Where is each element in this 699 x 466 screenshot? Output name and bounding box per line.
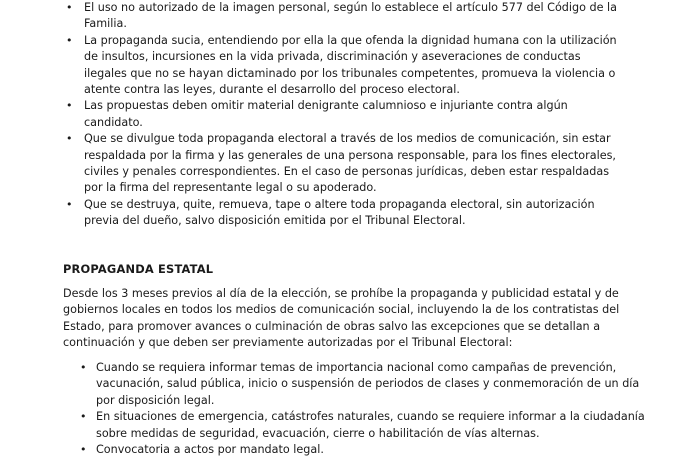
list-item <box>80 442 695 458</box>
exceptions-list <box>80 360 695 458</box>
list-item <box>80 360 695 409</box>
list-item-text: previa del dueño, salvo disposición emitida por el Tribunal Electoral. <box>84 214 466 228</box>
list-item-text: Cuando se requiera informar temas de importancia nacional como campañas de prevención, <box>96 361 617 374</box>
bullet-icon: • <box>80 443 87 457</box>
list-item-text: respaldada por la firma y las generales de una persona responsable, para los fines electorales, <box>84 148 616 162</box>
list-item-text: vacunación, salud pública, inicio o suspensión de periodos de clases y conmemoración de un día <box>96 377 640 391</box>
paragraph-line: gobiernos locales en todos los medios de comunicación social, incluyendo la de los contratistas del <box>63 303 620 317</box>
list-item <box>66 33 696 99</box>
list-item-text: candidato. <box>84 115 143 129</box>
list-item-text: El uso no autorizado de la imagen personal, según lo establece el artículo 577 del Código de la <box>84 1 618 14</box>
bullet-icon: • <box>80 361 87 374</box>
list-item-text: sobre medidas de seguridad, evacuación, cierre o habilitación de vías alternas. <box>96 426 540 440</box>
list-item-text: de insultos, incursiones en la vida privada, discriminación y aseveraciones de conductas <box>84 50 581 64</box>
list-item-text: Las propuestas deben omitir material denigrante calumnioso e injuriante contra algún <box>84 99 568 113</box>
list-item-text: Que se destruya, quite, remueva, tape o altere toda propaganda electoral, sin autorización <box>84 197 595 211</box>
list-item <box>66 131 696 197</box>
list-item <box>66 197 696 230</box>
list-item-text: La propaganda sucia, entendiendo por ella la que ofenda la dignidad humana con la utilización <box>84 33 617 47</box>
list-item-text: ilegales que no se hayan dictaminado por los tribunales competentes, promueva la violencia o <box>84 66 616 80</box>
bullet-icon: • <box>66 99 73 113</box>
list-item <box>80 409 695 442</box>
list-item-text: Convocatoria a actos por mandato legal. <box>96 443 324 457</box>
paragraph-line: continuación y que deben ser previamente autorizadas por el Tribunal Electoral: <box>63 336 513 350</box>
list-item-text: por disposición legal. <box>96 393 215 407</box>
list-item-text: atente contra las leyes, durante el desarrollo del proceso electoral. <box>84 83 460 97</box>
list-item <box>66 98 696 131</box>
list-item-text: por la firma del representante legal o su apoderado. <box>84 181 377 195</box>
list-item-text: En situaciones de emergencia, catástrofes naturales, cuando se requiere informar a la ciudadanía <box>96 410 645 424</box>
bullet-icon: • <box>66 197 73 211</box>
list-item-text: civiles y penales correspondientes. En el caso de personas jurídicas, deben estar respaldadas <box>84 165 610 179</box>
bullet-icon: • <box>66 33 73 47</box>
section-heading: PROPAGANDA ESTATAL <box>63 262 214 276</box>
list-item-text: Que se divulgue toda propaganda electoral a través de los medios de comunicación, sin estar <box>84 132 611 146</box>
list-item <box>66 0 696 33</box>
list-item-text: Familia. <box>84 17 127 31</box>
paragraph-line: Estado, para promover avances o culminación de obras salvo las excepciones que se detallan a <box>63 319 601 333</box>
bullet-icon: • <box>80 410 87 424</box>
bullet-icon: • <box>66 132 73 146</box>
paragraph-line: Desde los 3 meses previos al día de la elección, se prohíbe la propaganda y publicidad estatal y de <box>63 287 619 300</box>
bullet-icon: • <box>66 1 73 14</box>
section-paragraph <box>63 286 693 352</box>
prohibitions-list <box>66 0 696 230</box>
